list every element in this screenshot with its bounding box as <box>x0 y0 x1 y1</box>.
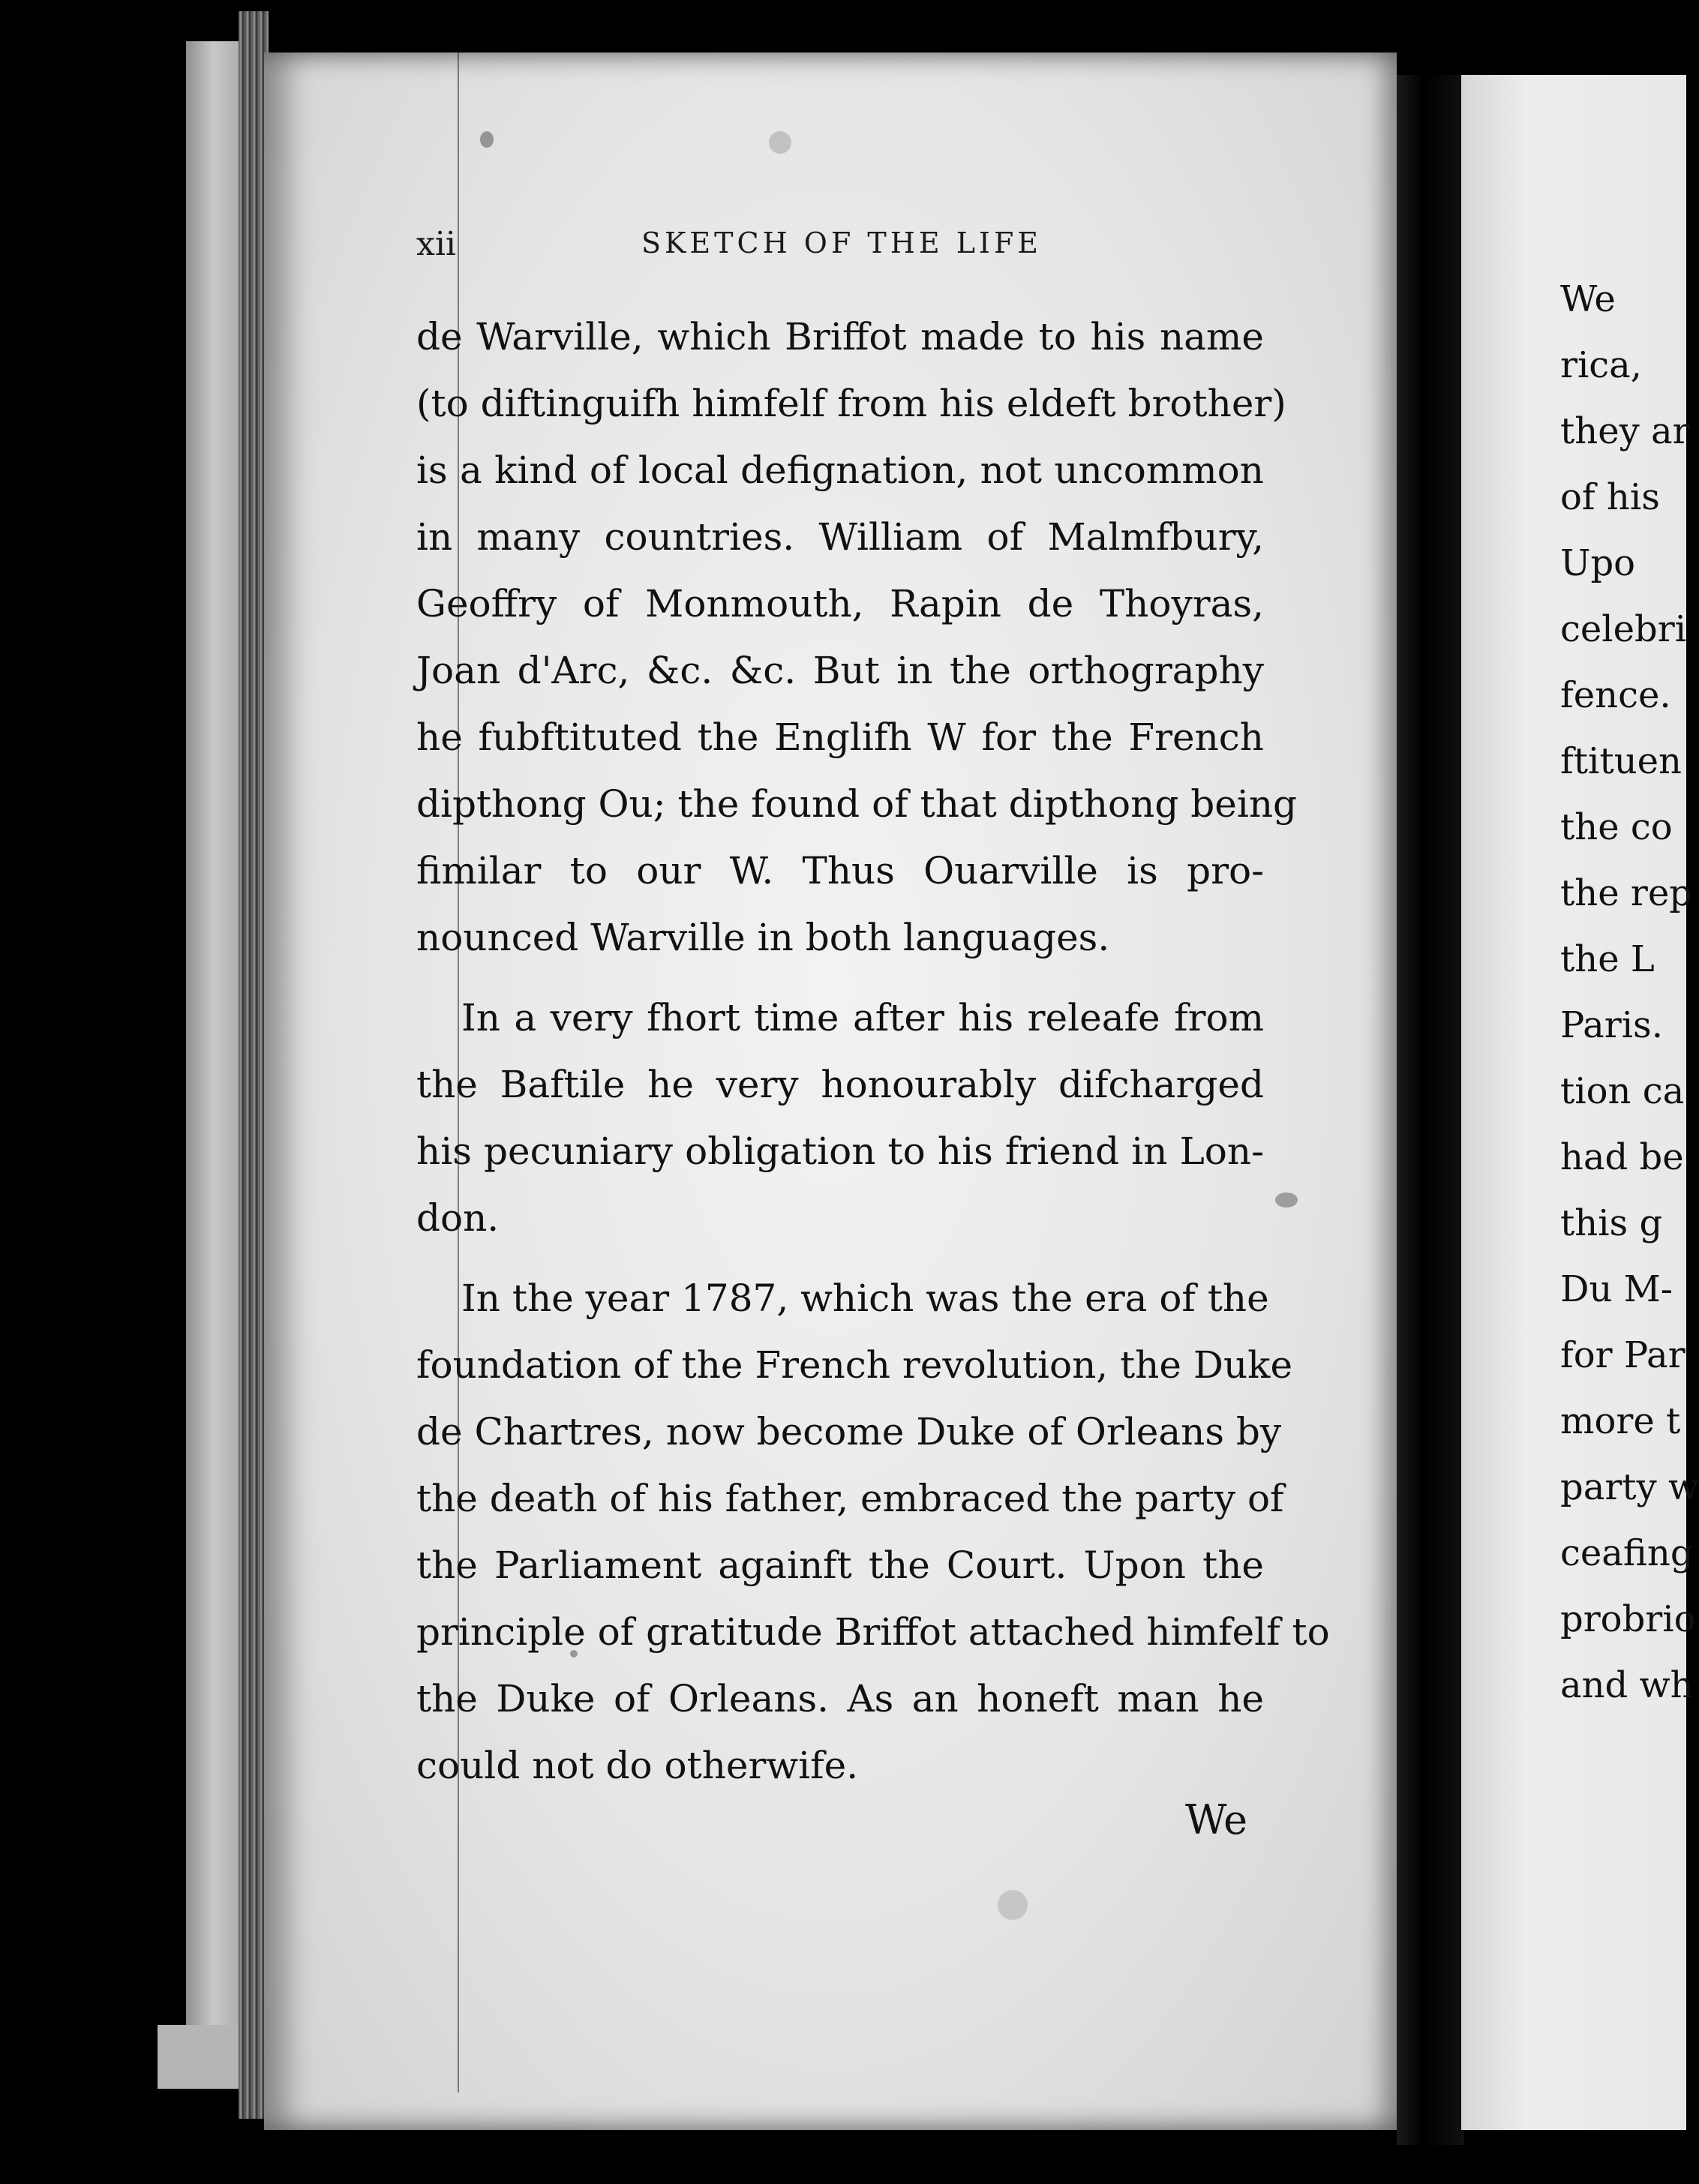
text-line: for Par <box>1560 1334 1685 1376</box>
dust-speck <box>769 131 791 154</box>
text-line: nounced Warville in both languages. <box>416 916 1110 959</box>
text-line: We <box>1560 278 1616 320</box>
text-line: he fubftituted the Englifh W for the French <box>416 716 1264 759</box>
right-page-text <box>1560 266 1699 1718</box>
text-line: they ar <box>1560 410 1690 452</box>
text-line: fence. <box>1560 674 1671 716</box>
text-line: fimilar to our W. Thus Ouarville is pro- <box>416 849 1264 892</box>
text-line: Geoffry of Monmouth, Rapin de Thoyras, <box>416 582 1264 626</box>
paragraph <box>416 304 1298 971</box>
text-line: could not do otherwife. <box>416 1744 859 1787</box>
text-line: his pecuniary obligation to his friend in Lon- <box>416 1130 1264 1173</box>
underlying-page <box>186 41 246 2055</box>
text-line: probrio <box>1560 1598 1696 1640</box>
text-line: ftituen <box>1560 740 1682 782</box>
text-line: ceafing <box>1560 1532 1694 1574</box>
paragraph <box>416 985 1264 1252</box>
text-line: had be <box>1560 1136 1684 1178</box>
text-line: the co <box>1560 806 1673 848</box>
text-line: (to diftinguifh himfelf from his eldeft brother) <box>416 382 1286 425</box>
text-line: the Duke of Orleans. As an honeft man he <box>416 1677 1264 1720</box>
text-line: is a kind of local defignation, not uncommon <box>416 448 1264 492</box>
text-line: Du M- <box>1560 1268 1673 1310</box>
dust-speck <box>1275 1192 1298 1208</box>
page-number: xii <box>416 225 456 263</box>
catchword: We <box>1185 1796 1248 1844</box>
paragraph <box>416 1265 1330 1799</box>
text-line: more t <box>1560 1400 1681 1442</box>
running-head <box>416 225 1264 270</box>
text-line: rica, <box>1560 344 1643 386</box>
text-line: Paris. <box>1560 1004 1663 1046</box>
body-text <box>416 304 1330 1799</box>
text-line: the Parliament againft the Court. Upon the <box>416 1544 1264 1587</box>
text-line: the L <box>1560 938 1655 980</box>
text-line: tion ca <box>1560 1070 1685 1112</box>
dust-speck <box>480 131 494 148</box>
text-line: this g <box>1560 1202 1663 1244</box>
text-line: and wh <box>1560 1664 1694 1706</box>
text-line: don. <box>416 1196 500 1240</box>
dust-speck <box>998 1890 1028 1920</box>
text-line: the death of his father, embraced the party of <box>416 1477 1284 1520</box>
text-line: In the year 1787, which was the era of the <box>461 1276 1269 1320</box>
text-line: Joan d'Arc, &c. &c. But in the orthography <box>416 649 1264 692</box>
text-line: de Chartres, now become Duke of Orleans by <box>416 1410 1282 1454</box>
text-line: the rep <box>1560 872 1692 914</box>
text-line: Upo <box>1560 542 1636 584</box>
book-gutter <box>1397 75 1464 2145</box>
running-title: SKETCH OF THE LIFE <box>641 226 1043 260</box>
text-line: the Baftile he very honourably difcharged <box>416 1063 1264 1106</box>
text-line: principle of gratitude Briffot attached himfelf to <box>416 1610 1330 1654</box>
text-line: foundation of the French revolution, the Duke <box>416 1343 1293 1387</box>
text-line: de Warville, which Briffot made to his name <box>416 315 1264 358</box>
text-line: party w <box>1560 1466 1699 1508</box>
text-line: of his <box>1560 476 1660 518</box>
text-line: dipthong Ou; the found of that dipthong being <box>416 782 1298 826</box>
text-line: In a very fhort time after his releafe from <box>461 996 1264 1040</box>
text-line: in many countries. William of Malmfbury, <box>416 515 1264 559</box>
text-line: celebri <box>1560 608 1687 650</box>
